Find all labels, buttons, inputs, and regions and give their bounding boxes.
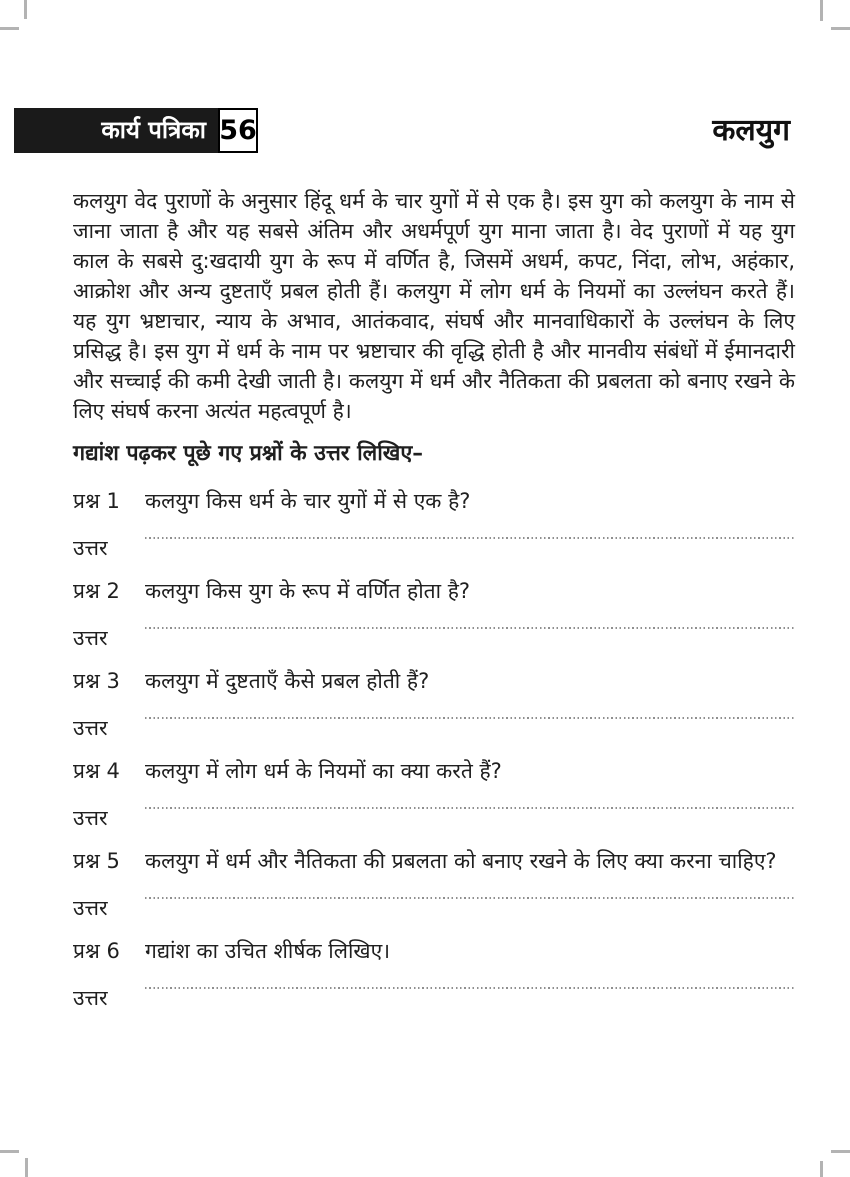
question-text: कलयुग किस युग के रूप में वर्णित होता है? [145,579,471,603]
question-block-6 [73,936,795,1009]
answer-row [73,529,795,559]
answer-dotted-line [145,987,795,989]
answer-row [73,979,795,1009]
crop-mark-top-left-horizontal [0,27,19,30]
question-row [73,486,795,516]
worksheet-number: 56 [218,108,258,153]
question-text: गद्यांश का उचित शीर्षक लिखिए। [145,939,391,963]
question-block-4 [73,756,795,829]
question-text: कलयुग में लोग धर्म के नियमों का क्या करते हैं? [145,759,502,783]
question-text: कलयुग में दुष्टताएँ कैसे प्रबल होती हैं? [145,669,430,693]
answer-label: उत्तर [73,716,108,740]
answer-dotted-line [145,897,795,899]
worksheet-badge-label: कार्य पत्रिका [101,116,206,144]
question-row [73,756,795,786]
question-label: प्रश्न 1 [73,489,120,513]
crop-mark-bottom-right-vertical [820,1161,823,1177]
question-text: कलयुग किस धर्म के चार युगों में से एक है? [145,489,471,513]
question-block-3 [73,666,795,739]
answer-dotted-line [145,807,795,809]
crop-mark-top-right-horizontal [831,27,850,30]
answer-label: उत्तर [73,626,108,650]
question-row [73,936,795,966]
answer-label: उत्तर [73,536,108,560]
answer-label: उत्तर [73,896,108,920]
question-label: प्रश्न 6 [73,939,120,963]
answer-label: उत्तर [73,986,108,1010]
answer-label: उत्तर [73,806,108,830]
crop-mark-bottom-right-horizontal [831,1150,850,1153]
question-block-5 [73,846,795,919]
crop-mark-bottom-left-horizontal [0,1150,19,1153]
question-block-1 [73,486,795,559]
crop-mark-top-left-vertical [24,0,27,19]
answer-row [73,709,795,739]
answer-dotted-line [145,627,795,629]
question-label: प्रश्न 5 [73,849,120,873]
question-row [73,846,795,876]
answer-row [73,799,795,829]
worksheet-content [73,186,795,1009]
crop-mark-bottom-left-vertical [25,1158,28,1177]
question-label: प्रश्न 2 [73,579,120,603]
answer-dotted-line [145,717,795,719]
question-text: कलयुग में धर्म और नैतिकता की प्रबलता को बनाए रखने के लिए क्या करना चाहिए? [145,849,777,873]
instruction-heading: गद्यांश पढ़कर पूछे गए प्रश्नों के उत्तर लिखिए– [73,441,424,466]
page-header [14,108,790,153]
question-block-2 [73,576,795,649]
question-row [73,666,795,696]
worksheet-badge [14,108,258,153]
passage-text: कलयुग वेद पुराणों के अनुसार हिंदू धर्म के चार युगों में से एक है। इस युग को कलयुग के नाम से जाना जाता है और यह सबसे अंतिम और अधर्मपूर्ण युग माना जाता है। वेद पुराणों में यह युग काल के सबसे दु:खदायी युग के रूप में वर्णित है, जिसमें अधर्म, कपट, निंदा, लोभ, अहंकार, आक्रोश और अन्य दुष्टताएँ प्रबल होती हैं। कलयुग में लोग धर्म के नियमों का उल्लंघन करते हैं। यह युग भ्रष्टाचार, न्याय के अभाव, आतंकवाद, संघर्ष और मानवाधिकारों के उल्लंघन के लिए प्रसिद्ध है। इस युग में धर्म के नाम पर भ्रष्टाचार की वृद्धि होती है और मानवीय संबंधों में ईमानदारी और सच्चाई की कमी देखी जाती है। कलयुग में धर्म और नैतिकता की प्रबलता को बनाए रखने के लिए संघर्ष करना अत्यंत महत्वपूर्ण है। [73,189,795,423]
crop-mark-top-right-vertical [820,0,823,21]
page-title: कलयुग [712,113,790,148]
question-label: प्रश्न 4 [73,759,120,783]
answer-row [73,619,795,649]
answer-dotted-line [145,537,795,539]
question-row [73,576,795,606]
question-label: प्रश्न 3 [73,669,120,693]
answer-row [73,889,795,919]
